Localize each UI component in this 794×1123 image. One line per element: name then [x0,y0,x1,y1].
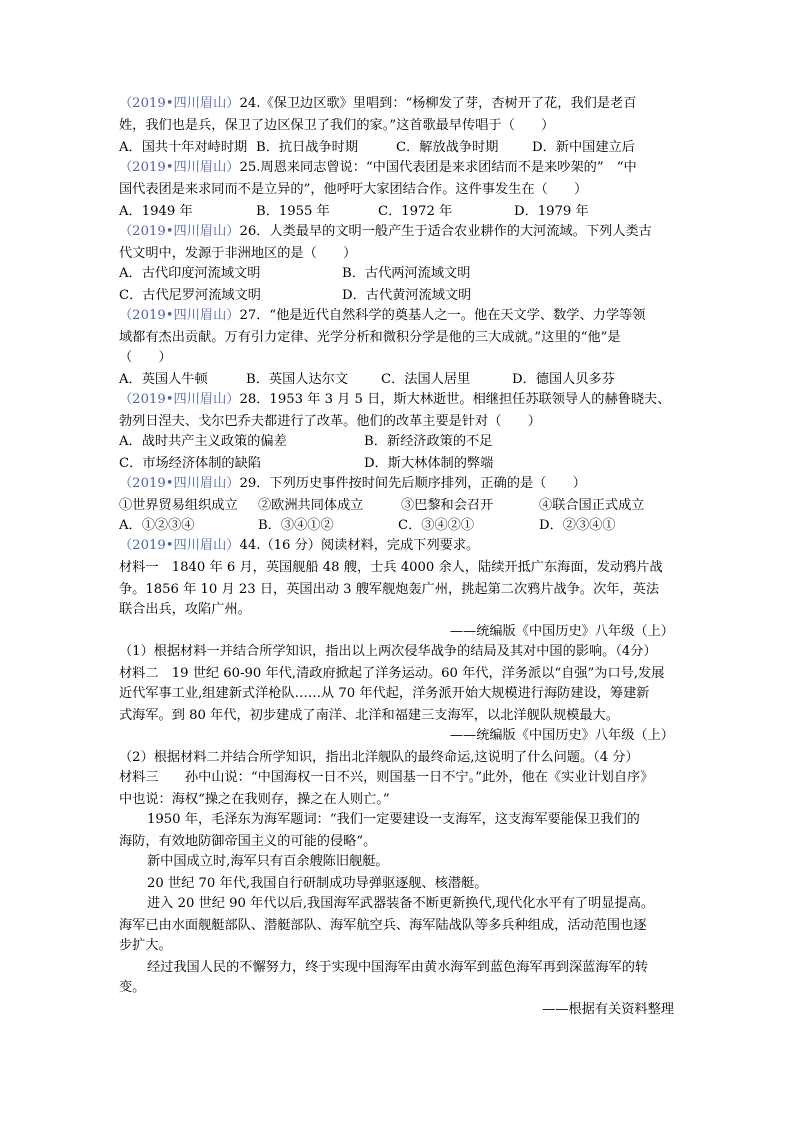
q27-line-1: （2019•四川眉山）27．“他是近代自然科学的奠基人之一。他在天文学、数学、力学等领 [119,308,646,323]
q44-material-2-line-2: 近代军事工业,组建新式洋枪队……从 70 年代起，洋务派开始大规模进行海防建设，筹建新 [119,686,650,701]
q44-material-2-citation: ——统编版《中国历史》八年级（上） [449,728,674,743]
q44-material-1-line-2: 争。1856 年 10 月 23 日，英国出动 3 艘军舰炮轰广州，挑起第二次鸦片战争。次年，英法 [119,582,660,597]
q44-1990s-paragraph-line-2: 海军已由水面舰艇部队、潜艇部队、海军航空兵、海军陆战队等多兵种组成，活动范围也逐 [119,918,647,933]
q29-event-2: ②欧洲共同体成立 [258,498,364,513]
q44-source: （2019•四川眉山） [119,538,240,553]
q24-option-d: D．新中国建立后 [532,140,635,155]
q26-line-2: 代文明中，发源于非洲地区的是（ ） [119,246,357,261]
q28-option-d: D．斯大林体制的弊端 [364,456,494,471]
q44-1990s-paragraph-line-1: 进入 20 世纪 90 年代以后,我国海军武器装备不断更新换代,现代化水平有了明显提高。 [147,896,655,911]
q26-option-d: D．古代黄河流域文明 [342,288,472,303]
q25-option-d: D．1979 年 [514,204,589,219]
q25-option-a: A．1949 年 [119,204,193,219]
q44-mao-paragraph-line-2: 海防，有效地防御帝国主义的可能的侵略”。 [119,834,377,849]
q44-line-1: （2019•四川眉山）44.（16 分）阅读材料，完成下列要求。 [119,538,480,553]
q25-line-1: （2019•四川眉山）25.周恩来同志曾说：“中国代表团是来求团结而不是来吵架的” “中 [119,160,637,175]
q25-line-2: 国代表团是来求同而不是立异的”，他呼吁大家团结合作。这件事发生在（ ） [119,182,588,197]
q27-source: （2019•四川眉山） [119,308,240,323]
q44-material-3-citation: ——根据有关资料整理 [542,1002,674,1017]
q44-founding-paragraph: 新中国成立时,海军只有百余艘陈旧舰艇。 [147,854,389,869]
q24-line-1: （2019•四川眉山）24.《保卫边区歌》里唱到：“杨柳发了芽，杏树开了花，我们是老百 [119,96,637,111]
q44-final-paragraph-line-1: 经过我国人民的不懈努力，终于实现中国海军由黄水海军到蓝色海军再到深蓝海军的转 [147,960,649,975]
q44-final-paragraph-line-2: 变。 [119,980,146,995]
q25-option-b: B．1955 年 [256,204,330,219]
q44-material-3-line-2: 中也说：海权“操之在我则存，操之在人则亡。” [119,792,390,807]
q44-material-2-line-3: 式海军。到 80 年代，初步建成了南洋、北洋和福建三支海军，以北洋舰队规模最大。 [119,708,619,723]
q27-option-a: A．英国人牛顿 [119,372,208,387]
q24-option-b: B．抗日战争时期 [256,140,359,155]
q44-1990s-paragraph-line-3: 步扩大。 [119,938,172,953]
q26-option-a: A．古代印度河流域文明 [119,266,261,281]
q27-option-d: D．德国人贝多芬 [512,372,615,387]
q28-option-c: C．市场经济体制的缺陷 [119,456,261,471]
q44-material-1-line-1: 材料一 1840 年 6 月，英国舰船 48 艘，士兵 4000 余人，陆续开抵广东海面，发动鸦片战 [119,560,663,575]
q44-question-2: （2）根据材料二并结合所学知识，指出北洋舰队的最终命运,这说明了什么问题。（4 分） [119,750,639,765]
q29-event-3: ③巴黎和会召开 [401,498,494,513]
q29-line-1: （2019•四川眉山）29．下列历史事件按时间先后顺序排列，正确的是（ ） [119,476,586,491]
q27-option-b: B．英国人达尔文 [246,372,349,387]
q24-option-c: C．解放战争时期 [396,140,499,155]
q26-option-b: B．古代两河流域文明 [342,266,471,281]
q24-source: （2019•四川眉山） [119,96,240,111]
q29-option-d: D．②③④① [539,518,616,533]
q44-mao-paragraph-line-1: 1950 年，毛泽东为海军题词：“我们一定要建设一支海军，这支海军要能保卫我们的 [147,812,640,827]
q44-question-1: （1）根据材料一并结合所学知识，指出以上两次侵华战争的结局及其对中国的影响。（4分） [119,644,657,659]
q28-line-2: 勃列日涅夫、戈尔巴乔夫都进行了改革。他们的改革主要是针对（ ） [119,414,541,429]
q26-line-1: （2019•四川眉山）26．人类最早的文明一般产生于适合农业耕作的大河流域。下列人类古 [119,224,652,239]
q44-material-1-line-3: 联合出兵，攻陷广州。 [119,602,251,617]
q26-source: （2019•四川眉山） [119,224,240,239]
q27-line-2: 域都有杰出贡献。万有引力定律、光学分析和微积分学是他的三大成就。”这里的“他”是 [119,330,621,345]
q27-option-c: C．法国人居里 [381,372,471,387]
q28-source: （2019•四川眉山） [119,392,240,407]
q24-line-2: 姓，我们也是兵，保卫了边区保卫了我们的家。”这首歌最早传唱于（ ） [119,118,555,133]
q29-option-b: B．③④①② [258,518,334,533]
q29-event-1: ①世界贸易组织成立 [119,498,238,513]
q29-event-4: ④联合国正式成立 [539,498,645,513]
q44-material-2-line-1: 材料二 19 世纪 60-90 年代,清政府掀起了洋务运动。60 年代，洋务派以“自强”为口号,发展 [119,666,665,681]
q28-option-b: B．新经济政策的不足 [364,434,493,449]
q27-line-3: （ ） [119,350,172,365]
q25-option-c: C．1972 年 [378,204,453,219]
q44-material-1-citation: ——统编版《中国历史》八年级（上） [449,624,674,639]
q29-option-a: A．①②③④ [119,518,195,533]
q28-option-a: A．战时共产主义政策的偏差 [119,434,287,449]
q29-source: （2019•四川眉山） [119,476,240,491]
q44-material-3-line-1: 材料三 孙中山说：“中国海权一日不兴，则国基一日不宁。”此外，他在《实业计划自序》 [119,770,654,785]
q29-option-c: C．③④②① [398,518,475,533]
q24-option-a: A．国共十年对峙时期 [119,140,248,155]
q28-line-1: （2019•四川眉山）28．1953 年 3 月 5 日，斯大林逝世。相继担任苏联领导人的赫鲁晓夫、 [119,392,671,407]
q26-option-c: C．古代尼罗河流域文明 [119,288,261,303]
q44-1970s-paragraph: 20 世纪 70 年代,我国自行研制成功导弹驱逐舰、核潜艇。 [147,876,488,891]
q25-source: （2019•四川眉山） [119,160,240,175]
